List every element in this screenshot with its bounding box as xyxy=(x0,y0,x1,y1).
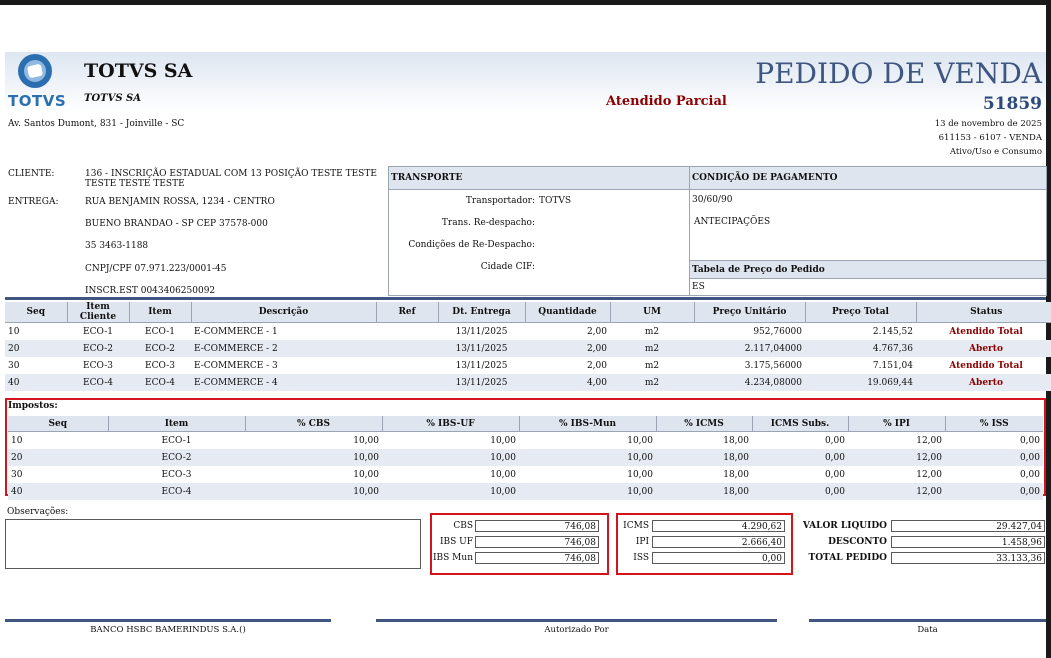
ibs-mun-label: IBS Mun xyxy=(432,553,473,563)
transportador-label: Transportador: xyxy=(465,196,535,206)
cell-status: Atendido Total xyxy=(949,326,1023,337)
table-row xyxy=(8,449,1043,466)
cell-icms: 18,00 xyxy=(723,435,749,446)
cell-iss: 0,00 xyxy=(1019,469,1040,480)
signature-line-authorized xyxy=(376,619,777,622)
cell-seq: 10 xyxy=(8,326,20,337)
taxes-title: Impostos: xyxy=(8,401,58,411)
cell-iss: 0,00 xyxy=(945,449,1043,466)
table-row xyxy=(8,466,1043,483)
ipi-value: 2.666,40 xyxy=(652,536,785,548)
items-header-row xyxy=(5,302,1051,323)
table-row xyxy=(5,374,1051,391)
total-pedido-value: 33.133,36 xyxy=(891,552,1045,564)
col-item-cliente: Item Cliente xyxy=(67,302,129,323)
cbs-label: CBS xyxy=(453,521,473,531)
cell-cbs: 10,00 xyxy=(245,449,382,466)
cell-item-cliente: ECO-2 xyxy=(67,340,129,357)
iss-label: ISS xyxy=(633,553,649,563)
cell-item: ECO-2 xyxy=(108,449,245,466)
cell-ref xyxy=(376,357,438,374)
cell-preco-unitario: 4.234,08000 xyxy=(694,374,805,391)
cbs-value: 746,08 xyxy=(475,520,599,532)
cell-descricao: E-COMMERCE - 4 xyxy=(191,374,376,391)
cell-quantidade: 2,00 xyxy=(586,326,607,337)
totvs-logo-icon xyxy=(15,53,55,89)
cell-descricao: E-COMMERCE - 1 xyxy=(194,326,278,337)
cell-item: ECO-3 xyxy=(161,469,192,480)
cell-dt-entrega: 13/11/2025 xyxy=(438,340,525,357)
cell-ibs-mun: 10,00 xyxy=(627,469,653,480)
cell-icms-subs: 0,00 xyxy=(824,435,845,446)
order-status: Atendido Parcial xyxy=(606,94,727,109)
order-date: 13 de novembro de 2025 xyxy=(934,119,1042,129)
cliente-value: 136 - INSCRIÇÃO ESTADUAL COM 13 POSIÇÃO TESTE TESTE TESTE TESTE TESTE xyxy=(85,169,377,189)
valor-liquido-value: 29.427,04 xyxy=(891,520,1045,532)
col-ipi: % IPI xyxy=(848,416,945,432)
cell-ibs-uf: 10,00 xyxy=(382,483,519,500)
cell-item: ECO-2 xyxy=(129,340,191,357)
cell-preco-total: 4.767,36 xyxy=(805,340,916,357)
cell-um: m2 xyxy=(644,360,660,371)
client-cnpj: CNPJ/CPF 07.971.223/0001-45 xyxy=(85,264,227,274)
client-inscr: INSCR.EST 0043406250092 xyxy=(85,286,216,296)
cell-item: ECO-4 xyxy=(129,374,191,391)
col-seq: Seq xyxy=(5,302,67,323)
payment-terms: 30/60/90 xyxy=(692,195,733,205)
cell-ipi: 12,00 xyxy=(848,449,945,466)
cell-um: m2 xyxy=(644,326,660,337)
col-item: Item xyxy=(129,302,191,323)
transport-title: TRANSPORTE xyxy=(389,167,689,190)
cell-quantidade: 2,00 xyxy=(586,360,607,371)
redespacho-label: Trans. Re-despacho: xyxy=(441,218,535,228)
cell-dt-entrega: 13/11/2025 xyxy=(455,326,508,337)
cell-cbs: 10,00 xyxy=(245,483,382,500)
signature-line-bank xyxy=(5,619,331,622)
cell-preco-unitario: 2.117,04000 xyxy=(694,340,805,357)
icms-label: ICMS xyxy=(623,521,649,531)
cell-ibs-uf: 10,00 xyxy=(490,469,516,480)
cell-icms-subs: 0,00 xyxy=(752,449,848,466)
table-row xyxy=(5,340,1051,357)
cell-ref xyxy=(376,340,438,357)
cell-ipi: 12,00 xyxy=(916,469,942,480)
desconto-label: DESCONTO xyxy=(828,537,887,547)
col-ibs-mun: % IBS-Mun xyxy=(519,416,656,432)
payment-box xyxy=(689,166,1047,296)
cell-item-cliente: ECO-4 xyxy=(67,374,129,391)
cell-descricao: E-COMMERCE - 3 xyxy=(194,360,278,371)
order-usage: Ativo/Uso e Consumo xyxy=(949,147,1042,157)
ipi-label: IPI xyxy=(635,537,649,547)
ibs-uf-value: 746,08 xyxy=(475,536,599,548)
entrega-label: ENTREGA: xyxy=(8,197,59,207)
cell-preco-unitario: 3.175,56000 xyxy=(744,360,802,371)
cell-icms: 18,00 xyxy=(656,449,752,466)
items-table xyxy=(5,302,1051,391)
table-row xyxy=(8,483,1043,500)
col-preco-unitario: Preço Unitário xyxy=(694,302,805,323)
cidade-cif-label: Cidade CIF: xyxy=(480,262,535,272)
cell-item: ECO-3 xyxy=(145,360,175,371)
cell-ipi: 12,00 xyxy=(916,435,942,446)
col-iss: % ISS xyxy=(945,416,1043,432)
cell-item: ECO-4 xyxy=(108,483,245,500)
cell-quantidade: 4,00 xyxy=(525,374,610,391)
cell-descricao: E-COMMERCE - 2 xyxy=(191,340,376,357)
items-top-rule xyxy=(5,297,1046,300)
company-subname: TOTVS SA xyxy=(84,93,142,104)
cell-preco-unitario: 952,76000 xyxy=(753,326,802,337)
icms-value: 4.290,62 xyxy=(652,520,785,532)
col-ref: Ref xyxy=(376,302,438,323)
transport-box xyxy=(388,166,690,296)
date-label: Data xyxy=(917,625,938,635)
cell-cbs: 10,00 xyxy=(353,435,379,446)
cell-ref xyxy=(376,374,438,391)
cell-icms: 18,00 xyxy=(656,483,752,500)
cell-dt-entrega: 13/11/2025 xyxy=(455,360,508,371)
entrega-address: RUA BENJAMIN ROSSA, 1234 - CENTRO xyxy=(85,197,275,207)
cell-item: ECO-1 xyxy=(145,326,175,337)
table-row xyxy=(5,357,1051,374)
cell-iss: 0,00 xyxy=(1019,435,1040,446)
sales-order-document xyxy=(5,5,1046,658)
cell-ibs-mun: 10,00 xyxy=(519,449,656,466)
price-table-label: Tabela de Preço do Pedido xyxy=(690,260,1046,279)
taxes-table xyxy=(8,416,1043,500)
cell-item-cliente: ECO-3 xyxy=(83,360,113,371)
col-um: UM xyxy=(610,302,694,323)
transportador-value: TOTVS xyxy=(539,196,572,206)
col-descricao: Descrição xyxy=(191,302,376,323)
observations-field[interactable] xyxy=(5,519,421,569)
col-item: Item xyxy=(108,416,245,432)
cell-cbs: 10,00 xyxy=(353,469,379,480)
valor-liquido-label: VALOR LIQUIDO xyxy=(802,521,887,531)
col-preco-total: Preço Total xyxy=(805,302,916,323)
ibs-mun-value: 746,08 xyxy=(475,552,599,564)
cell-seq: 40 xyxy=(8,483,108,500)
order-number: 51859 xyxy=(982,94,1042,114)
cell-status: Aberto xyxy=(916,340,1051,357)
cell-icms: 18,00 xyxy=(723,469,749,480)
cell-quantidade: 2,00 xyxy=(525,340,610,357)
cell-ibs-uf: 10,00 xyxy=(382,449,519,466)
cell-um: m2 xyxy=(610,374,694,391)
bank-name: BANCO HSBC BAMERINDUS S.A.() xyxy=(90,625,246,635)
table-row xyxy=(5,323,1051,341)
cell-preco-total: 19.069,44 xyxy=(805,374,916,391)
col-status: Status xyxy=(916,302,1051,323)
payment-title: CONDIÇÃO DE PAGAMENTO xyxy=(690,167,1046,190)
client-phone: 35 3463-1188 xyxy=(85,241,149,251)
col-icms: % ICMS xyxy=(656,416,752,432)
authorized-by-label: Autorizado Por xyxy=(544,625,609,635)
taxes-header-row xyxy=(8,416,1043,432)
cell-status: Aberto xyxy=(916,374,1051,391)
cell-item-cliente: ECO-1 xyxy=(83,326,113,337)
ibs-uf-label: IBS UF xyxy=(439,537,473,547)
entrega-city: BUENO BRANDAO - SP CEP 37578-000 xyxy=(85,219,268,229)
desconto-value: 1.458,96 xyxy=(891,536,1045,548)
signature-line-date xyxy=(809,619,1046,622)
cell-seq: 10 xyxy=(11,435,23,446)
cell-ibs-mun: 10,00 xyxy=(627,435,653,446)
col-icms-subs: ICMS Subs. xyxy=(752,416,848,432)
document-title: PEDIDO DE VENDA xyxy=(755,57,1042,90)
cell-icms-subs: 0,00 xyxy=(824,469,845,480)
cell-seq: 20 xyxy=(5,340,67,357)
col-quantidade: Quantidade xyxy=(525,302,610,323)
cell-seq: 40 xyxy=(5,374,67,391)
cell-preco-total: 2.145,52 xyxy=(872,326,913,337)
cell-seq: 30 xyxy=(11,469,23,480)
cell-iss: 0,00 xyxy=(945,483,1043,500)
order-operation: 611153 - 6107 - VENDA xyxy=(938,133,1042,143)
cell-ipi: 12,00 xyxy=(848,483,945,500)
cell-ibs-uf: 10,00 xyxy=(490,435,516,446)
col-ibs-uf: % IBS-UF xyxy=(382,416,519,432)
col-dt-entrega: Dt. Entrega xyxy=(438,302,525,323)
col-cbs: % CBS xyxy=(245,416,382,432)
cell-status: Atendido Total xyxy=(949,360,1023,371)
company-address: Av. Santos Dumont, 831 - Joinville - SC xyxy=(8,119,185,129)
cell-icms-subs: 0,00 xyxy=(752,483,848,500)
cliente-label: CLIENTE: xyxy=(8,169,55,179)
cell-ibs-mun: 10,00 xyxy=(519,483,656,500)
cell-preco-total: 7.151,04 xyxy=(872,360,913,371)
cell-ref xyxy=(376,323,438,341)
table-row xyxy=(8,432,1043,450)
cell-item: ECO-1 xyxy=(161,435,192,446)
logo-text: TOTVS xyxy=(8,92,67,110)
cell-um: m2 xyxy=(610,340,694,357)
cell-seq: 20 xyxy=(8,449,108,466)
observations-label: Observações: xyxy=(7,507,69,517)
col-seq: Seq xyxy=(8,416,108,432)
cond-redespacho-label: Condições de Re-Despacho: xyxy=(408,240,535,250)
price-table-value: ES xyxy=(692,282,705,292)
cell-seq: 30 xyxy=(8,360,20,371)
payment-method: ANTECIPAÇÕES xyxy=(694,217,771,227)
cell-dt-entrega: 13/11/2025 xyxy=(438,374,525,391)
iss-value: 0,00 xyxy=(652,552,785,564)
company-name: TOTVS SA xyxy=(84,60,193,82)
total-pedido-label: TOTAL PEDIDO xyxy=(808,553,887,563)
